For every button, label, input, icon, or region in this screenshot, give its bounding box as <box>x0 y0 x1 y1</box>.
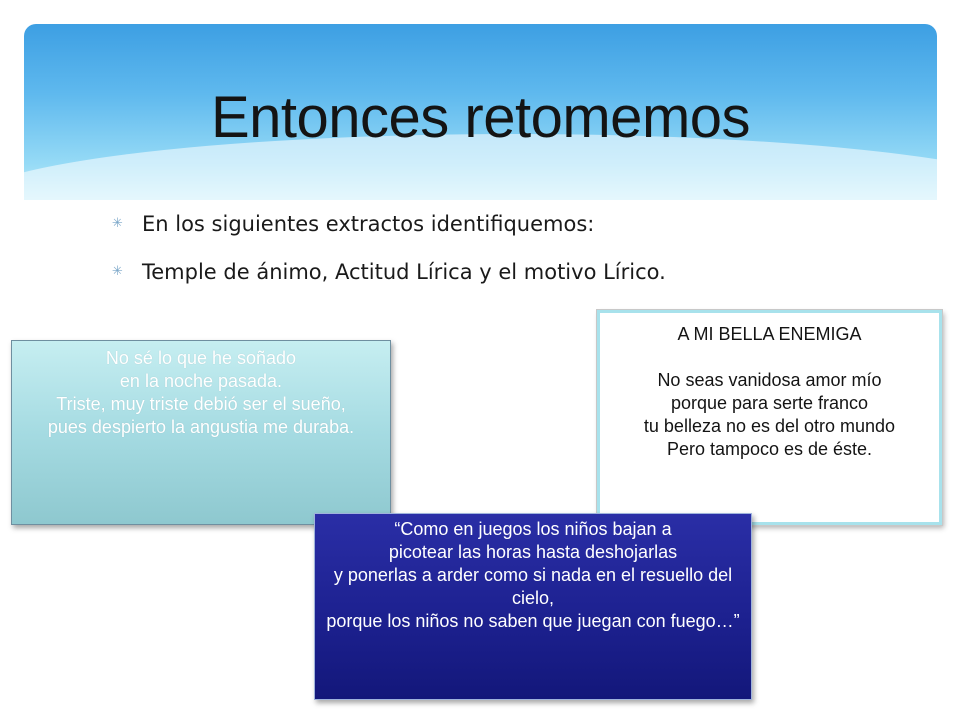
bullet-text: Temple de ánimo, Actitud Lírica y el motivo Lírico. <box>142 260 666 284</box>
bullet-item <box>112 200 912 248</box>
bullet-text: En los siguientes extractos identifiquemos: <box>142 212 595 236</box>
title-banner <box>24 24 937 200</box>
excerpt-box-right: A MI BELLA ENEMIGA No seas vanidosa amor mío porque para serte franco tu belleza no es del otro mundo Pero tampoco es de éste. <box>597 310 942 525</box>
excerpt-box-bottom: “Como en juegos los niños bajan a picotear las horas hasta deshojarlas y ponerlas a arder como si nada en el resuello del cielo, porque los niños no saben que juegan con fuego…” <box>314 513 752 700</box>
slide-title: Entonces retomemos <box>210 85 751 150</box>
excerpt-box-left: No sé lo que he soñado en la noche pasada. Triste, muy triste debió ser el sueño, pues despierto la angustia me duraba. <box>11 340 391 525</box>
bullet-list <box>112 200 912 296</box>
bullet-item <box>112 248 912 296</box>
asterisk-bullet-icon: ✳ <box>112 216 123 231</box>
asterisk-bullet-icon: ✳ <box>112 264 123 279</box>
